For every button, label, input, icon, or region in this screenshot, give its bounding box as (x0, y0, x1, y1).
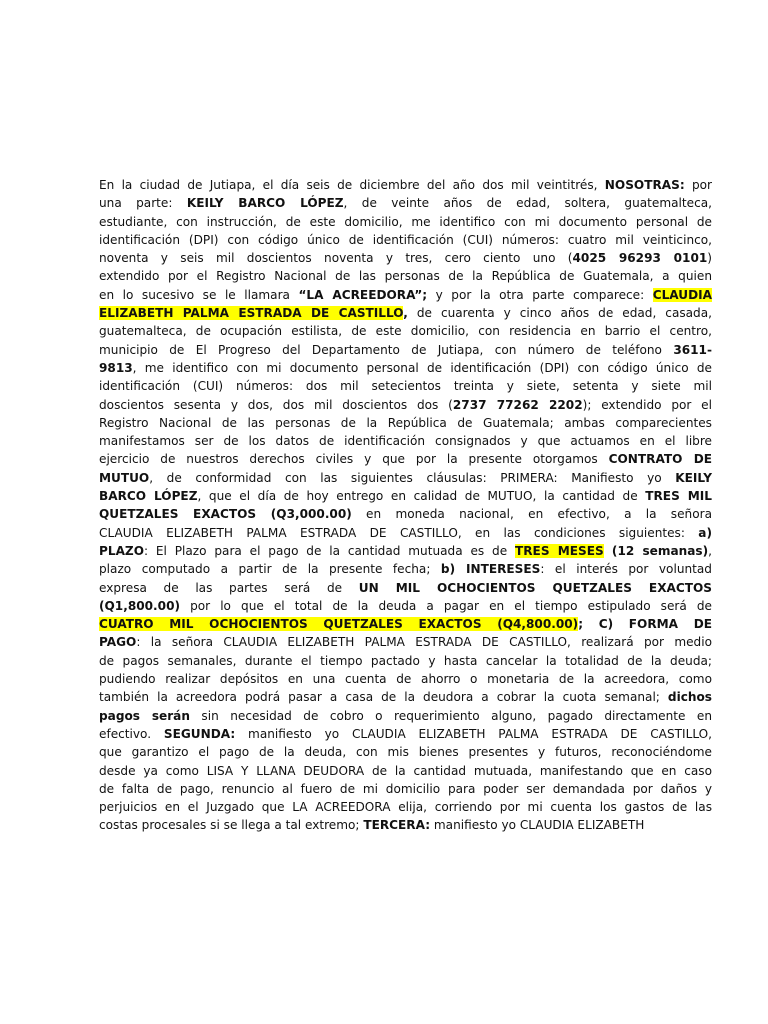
text-segment: por lo que el total de la deuda a pagar en el tiempo estipulado será de (180, 598, 712, 613)
text-line (99, 231, 712, 249)
text-segment: en lo sucesivo se le llamara (99, 287, 299, 302)
text-segment: ejercicio de nuestros derechos civiles y que por la presente otorgamos (99, 452, 609, 467)
text-segment: CLAUDIA ELIZABETH PALMA ESTRADA DE CASTILLO, en las condiciones siguientes: (99, 525, 699, 540)
text-line (99, 267, 712, 285)
bold-text: SEGUNDA: (163, 726, 236, 741)
bold-text: , (403, 306, 408, 321)
text-line (99, 524, 712, 542)
text-line (99, 560, 712, 578)
text-segment: identificación (CUI) números: dos mil setecientos treinta y siete, setenta y siete mil (99, 379, 712, 394)
text-segment: extendido por el Registro Nacional de las personas de la República de Guatemala, a quien (99, 269, 712, 284)
text-segment: manifestamos ser de los datos de identificación consignados y que actuamos en el libre (99, 434, 712, 449)
text-line (99, 579, 712, 597)
bold-text: “LA ACREEDORA”; (298, 287, 428, 302)
text-line (99, 304, 712, 322)
text-segment: sin necesidad de cobro o requerimiento alguno, pagado directamente en (189, 708, 712, 723)
bold-text: PAGO (99, 635, 137, 650)
text-segment: , (708, 543, 712, 558)
text-line (99, 743, 712, 761)
bold-text: 2737 77262 2202 (452, 397, 583, 412)
text-segment: desde ya como LISA Y LLANA DEUDORA de la cantidad mutuada, manifestando que en caso (99, 763, 712, 778)
text-segment: , de conformidad con las siguientes cláusulas: PRIMERA: Manifiesto yo (149, 470, 676, 485)
text-line (99, 798, 712, 816)
text-segment: estudiante, con instrucción, de este domicilio, me identifico con mi documento personal de (99, 214, 712, 229)
bold-text: TRES MIL (645, 489, 712, 504)
text-line (99, 725, 712, 743)
text-segment: perjuicios en el Juzgado que LA ACREEDORA elija, corriendo por mi cuenta los gastos de las (99, 800, 712, 815)
bold-text: QUETZALES EXACTOS (Q3,000.00) (99, 507, 352, 522)
text-segment: que garantizo el pago de la deuda, con mis bienes presentes y futuros, reconociéndome (99, 745, 712, 760)
text-segment: de cuarenta y cinco años de edad, casada, (407, 306, 712, 321)
text-segment: una parte: (99, 196, 187, 211)
text-segment: pudiendo realizar depósitos en una cuenta de ahorro o monetaria de la acreedora, como (99, 672, 712, 687)
text-line (99, 432, 712, 450)
bold-text: (Q1,800.00) (99, 598, 181, 613)
bold-text: MUTUO (99, 470, 150, 485)
bold-text: 3611- (673, 342, 712, 357)
text-segment: guatemalteca, de ocupación estilista, de este domicilio, con residencia en barrio el centro, (99, 324, 712, 339)
text-line (99, 176, 712, 194)
text-line (99, 542, 712, 560)
bold-text: KEILY (675, 470, 712, 485)
text-line (99, 615, 712, 633)
text-segment: doscientos sesenta y dos, dos mil doscientos dos ( (99, 397, 453, 412)
text-segment: manifiesto yo CLAUDIA ELIZABETH PALMA ESTRADA DE CASTILLO, (235, 726, 712, 741)
bold-text: CONTRATO DE (608, 452, 712, 467)
text-line (99, 469, 712, 487)
text-line (99, 450, 712, 468)
text-segment: : El Plazo para el pago de la cantidad mutuada es de (143, 543, 515, 558)
text-segment: : la señora CLAUDIA ELIZABETH PALMA ESTRADA DE CASTILLO, realizará por medio (136, 635, 712, 650)
text-line (99, 780, 712, 798)
text-segment: de pagos semanales, durante el tiempo pactado y hasta cancelar la totalidad de la deuda; (99, 653, 712, 668)
text-segment: en moneda nacional, en efectivo, a la señora (351, 507, 712, 522)
text-segment: ); extendido por el (582, 397, 712, 412)
text-segment: costas procesales si se llega a tal extremo; (99, 818, 364, 833)
text-line (99, 249, 712, 267)
text-line (99, 762, 712, 780)
text-segment: expresa de las partes será de (99, 580, 359, 595)
text-line (99, 816, 712, 834)
bold-text: NOSOTRAS: (604, 178, 685, 192)
text-line (99, 377, 712, 395)
bold-text: a) (698, 525, 712, 540)
bold-text: pagos serán (99, 708, 190, 723)
text-line (99, 707, 712, 725)
bold-text: 4025 96293 0101 (572, 251, 708, 266)
text-line (99, 487, 712, 505)
text-segment: por (684, 178, 712, 192)
bold-text: ; C) FORMA DE (578, 617, 713, 632)
text-line (99, 414, 712, 432)
highlighted-text: ELIZABETH PALMA ESTRADA DE CASTILLO (99, 306, 404, 321)
text-segment: plazo computado a partir de la presente fecha; (99, 562, 441, 577)
bold-text: BARCO LÓPEZ (99, 489, 198, 504)
bold-text: KEILY BARCO LÓPEZ (186, 196, 344, 211)
text-line (99, 597, 712, 615)
text-segment: ) (707, 251, 712, 266)
text-line (99, 213, 712, 231)
text-line (99, 286, 712, 304)
bold-text: (12 semanas) (603, 543, 709, 558)
text-segment: noventa y seis mil doscientos noventa y tres, cero ciento uno ( (99, 251, 573, 266)
text-line (99, 633, 712, 651)
text-segment: , que el día de hoy entrego en calidad de MUTUO, la cantidad de (197, 489, 646, 504)
bold-text: 9813 (99, 360, 133, 375)
text-segment: efectivo. (99, 726, 164, 741)
text-line (99, 322, 712, 340)
bold-text: dichos (667, 690, 712, 705)
text-segment: , de veinte años de edad, soltera, guatemalteca, (343, 196, 712, 211)
text-segment: municipio de El Progreso del Departamento de Jutiapa, con número de teléfono (99, 342, 674, 357)
text-line (99, 688, 712, 706)
bold-text: b) INTERESES (440, 562, 541, 577)
text-segment: identificación (DPI) con código único de identificación (CUI) números: cuatro mil veinticinco, (99, 232, 712, 247)
highlighted-text: CUATRO MIL OCHOCIENTOS QUETZALES EXACTOS (Q4,800.00) (99, 617, 579, 632)
text-segment: : el interés por voluntad (540, 562, 712, 577)
bold-text: TERCERA: (363, 818, 431, 833)
highlighted-text: TRES MESES (515, 543, 604, 558)
text-segment: de falta de pago, renuncio al fuero de mi domicilio para poder ser demandada por daños y (99, 781, 712, 796)
text-line (99, 670, 712, 688)
text-line (99, 505, 712, 523)
text-segment: y por la otra parte comparece: (427, 287, 653, 302)
bold-text: PLAZO (99, 543, 144, 558)
bold-text: UN MIL OCHOCIENTOS QUETZALES EXACTOS (358, 580, 712, 595)
text-segment: , me identifico con mi documento personal de identificación (DPI) con código único de (132, 360, 712, 375)
text-line (99, 194, 712, 212)
highlighted-text: CLAUDIA (652, 287, 712, 302)
text-line (99, 396, 712, 414)
text-segment: manifiesto yo CLAUDIA ELIZABETH (430, 818, 645, 833)
text-line (99, 652, 712, 670)
text-segment: En la ciudad de Jutiapa, el día seis de diciembre del año dos mil veintitrés, (99, 178, 605, 192)
text-segment: también la acreedora podrá pasar a casa de la deudora a cobrar la cuota semanal; (99, 690, 668, 705)
text-line (99, 359, 712, 377)
contract-body-text (99, 176, 712, 835)
text-segment: Registro Nacional de las personas de la República de Guatemala; ambas comparecientes (99, 415, 712, 430)
text-line (99, 341, 712, 359)
